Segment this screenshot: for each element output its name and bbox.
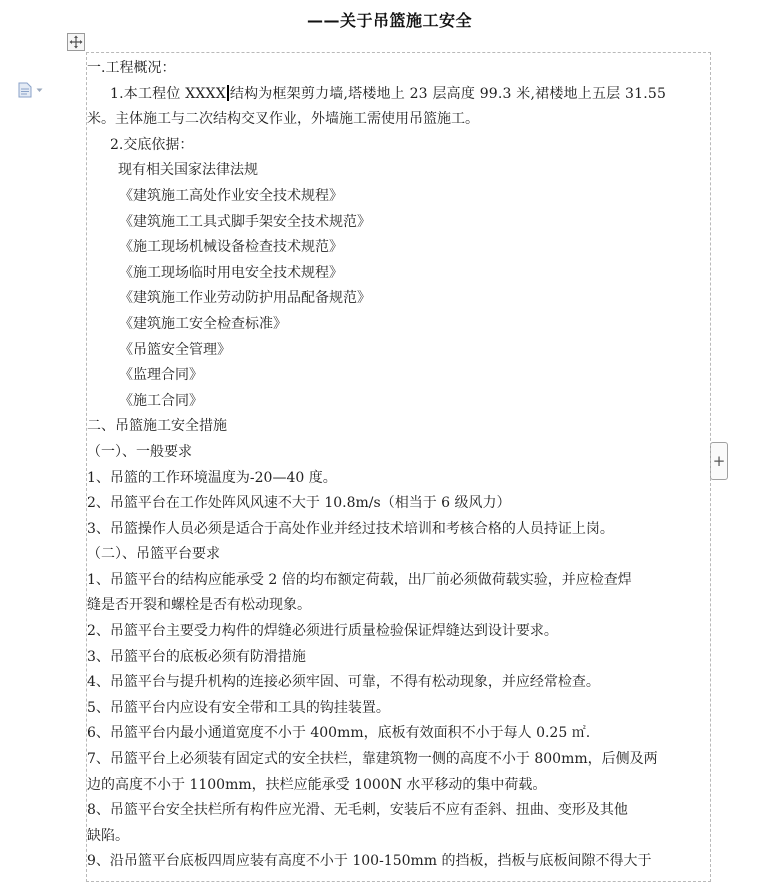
paragraph-line: 1.本工程位 XXXX 结构为框架剪力墙,塔楼地上 23 层高度 99.3 米,裙楼地上五层 31.55 — [110, 85, 667, 102]
paragraph-line: 缝是否开裂和螺栓是否有松动现象。 — [87, 597, 311, 614]
paragraph-line: 9、沿吊篮平台底板四周应装有高度不小于 100-150mm 的挡板，挡板与底板间隙不得大于 — [87, 853, 652, 870]
document-title: ——关于吊篮施工安全 — [306, 11, 472, 30]
paragraph-line: 米。主体施工与二次结构交叉作业，外墙施工需使用吊篮施工。 — [87, 111, 479, 128]
sub-heading: （一）、一般要求 — [87, 443, 192, 460]
paragraph-line: 5、吊篮平台内应设有安全带和工具的钩挂装置。 — [87, 699, 390, 716]
list-item: 《施工现场机械设备检查技术规范》 — [119, 239, 343, 256]
paragraph-line: 4、吊篮平台与提升机构的连接必须牢固、可靠，不得有松动现象，并应经常检查。 — [87, 674, 600, 691]
paragraph-line: 缺陷。 — [87, 827, 129, 844]
list-item: 《吊篮安全管理》 — [119, 341, 231, 358]
list-item: 《建筑施工作业劳动防护用品配备规范》 — [119, 290, 371, 307]
paragraph-line: 边的高度不小于 1100mm，扶栏应能承受 1000N 水平移动的集中荷载。 — [87, 776, 547, 793]
section-heading: 一.工程概况： — [87, 60, 176, 76]
text-caret — [227, 85, 229, 101]
document-nav-icon[interactable] — [18, 82, 48, 98]
document-body[interactable] — [87, 56, 711, 875]
add-column-button[interactable]: + — [710, 442, 728, 480]
list-item: 《监理合同》 — [119, 367, 203, 384]
section-heading: 二、吊篮施工安全措施 — [87, 418, 227, 435]
paragraph-line: 2、吊篮平台在工作处阵风风速不大于 10.8m/s（相当于 6 级风力） — [87, 495, 511, 512]
sub-heading: 2.交底依据： — [110, 136, 194, 153]
paragraph-line: 3、吊篮操作人员必须是适合于高处作业并经过技术培训和考核合格的人员持证上岗。 — [87, 520, 614, 537]
paragraph-line: 7、吊篮平台上必须装有固定式的安全扶栏，靠建筑物一侧的高度不小于 800mm，后侧及两 — [87, 751, 658, 768]
paragraph-line: 1、吊篮平台的结构应能承受 2 倍的均布额定荷载，出厂前必须做荷载实验，并应检查焊 — [87, 571, 632, 588]
paragraph-line: 1、吊篮的工作环境温度为-20—40 度。 — [87, 469, 337, 486]
list-item: 《施工现场临时用电安全技术规程》 — [119, 264, 343, 281]
list-item: 《建筑施工工具式脚手架安全技术规范》 — [119, 213, 371, 230]
sub-heading: （二）、吊篮平台要求 — [87, 546, 220, 563]
paragraph-line: 8、吊篮平台安全扶栏所有构件应光滑、无毛刺，安装后不应有歪斜、扭曲、变形及其他 — [87, 802, 628, 819]
list-item: 《施工合同》 — [119, 392, 203, 409]
list-item: 《建筑施工高处作业安全技术规程》 — [119, 187, 343, 204]
table-move-handle-icon[interactable] — [67, 33, 85, 51]
paragraph-line: 3、吊篮平台的底板必须有防滑措施 — [87, 648, 306, 665]
list-item: 《建筑施工安全检查标准》 — [119, 315, 287, 332]
chevron-down-icon — [36, 88, 43, 93]
list-item: 现有相关国家法律法规 — [118, 162, 258, 179]
paragraph-line: 2、吊篮平台主要受力构件的焊缝必须进行质量检验保证焊缝达到设计要求。 — [87, 623, 558, 640]
paragraph-line: 6、吊篮平台内最小通道宽度不小于 400mm，底板有效面积不小于每人 0.25 ㎡. — [87, 725, 591, 742]
